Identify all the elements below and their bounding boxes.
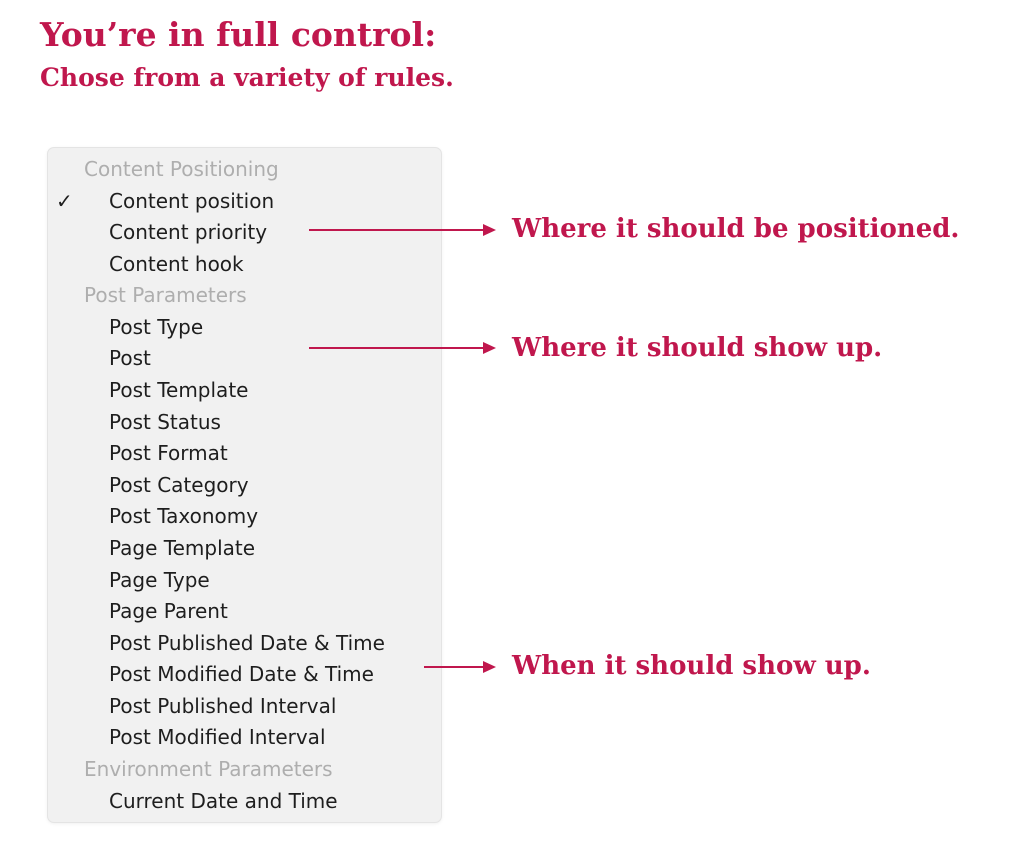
menu-item-content-priority[interactable]: Content priority bbox=[109, 220, 268, 244]
menu-item-post-category[interactable]: Post Category bbox=[109, 473, 249, 497]
menu-item-post-published-interval[interactable]: Post Published Interval bbox=[109, 694, 337, 718]
menu-item-current-date-time[interactable]: Current Date and Time bbox=[109, 789, 338, 813]
menu-item-post-modified-interval[interactable]: Post Modified Interval bbox=[109, 725, 326, 749]
menu-item-post-type[interactable]: Post Type bbox=[109, 315, 204, 339]
annotation-positioning: Where it should be positioned. bbox=[512, 214, 960, 244]
menu-item-post-format[interactable]: Post Format bbox=[109, 441, 228, 465]
menu-item-page-type[interactable]: Page Type bbox=[109, 568, 210, 592]
arrow-right-icon bbox=[305, 220, 500, 240]
menu-item-content-hook[interactable]: Content hook bbox=[109, 252, 244, 276]
menu-item-post-modified-date-time[interactable]: Post Modified Date & Time bbox=[109, 662, 374, 686]
menu-section-post-parameters: Post Parameters bbox=[84, 283, 247, 307]
menu-section-content-positioning: Content Positioning bbox=[84, 157, 279, 181]
arrow-right-icon bbox=[420, 657, 500, 677]
menu-section-environment-parameters: Environment Parameters bbox=[84, 757, 333, 781]
checkmark-icon: ✓ bbox=[56, 189, 73, 213]
rule-type-menu bbox=[47, 147, 442, 823]
annotation-show-up-when: When it should show up. bbox=[512, 651, 871, 681]
arrow-right-icon bbox=[305, 338, 500, 358]
annotation-show-up-where: Where it should show up. bbox=[512, 333, 883, 363]
headline: You’re in full control: bbox=[40, 15, 437, 54]
menu-item-post-published-date-time[interactable]: Post Published Date & Time bbox=[109, 631, 385, 655]
menu-item-label: Content position bbox=[109, 189, 275, 213]
subheadline: Chose from a variety of rules. bbox=[40, 63, 454, 92]
menu-item-page-template[interactable]: Page Template bbox=[109, 536, 256, 560]
menu-item-post-status[interactable]: Post Status bbox=[109, 410, 221, 434]
menu-item-post-template[interactable]: Post Template bbox=[109, 378, 249, 402]
menu-item-content-position[interactable] bbox=[48, 186, 441, 217]
menu-item-post[interactable]: Post bbox=[109, 346, 151, 370]
menu-item-page-parent[interactable]: Page Parent bbox=[109, 599, 228, 623]
menu-item-post-taxonomy[interactable]: Post Taxonomy bbox=[109, 504, 259, 528]
